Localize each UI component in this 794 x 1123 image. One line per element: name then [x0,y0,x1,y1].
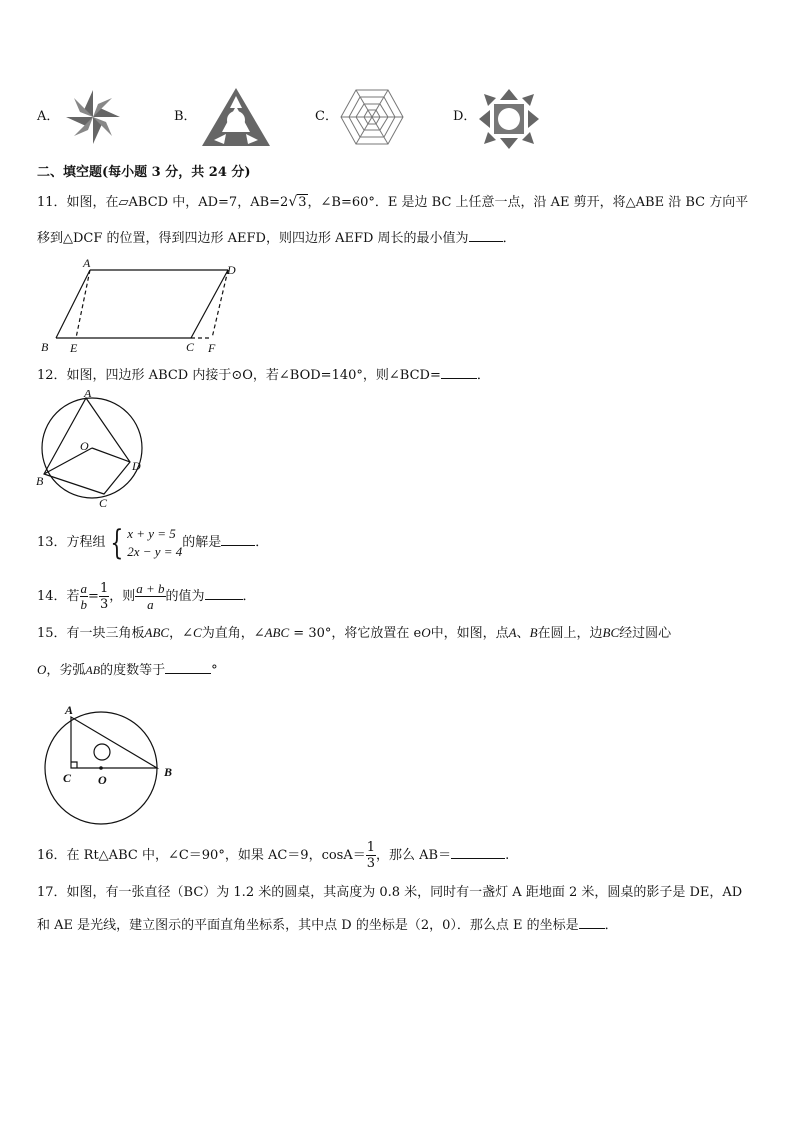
q11-text-c: 移到△DCF 的位置，得到四边形 AEFD，则四边形 AEFD 周长的最小值为 [37,231,469,246]
q16-suffix: ，那么 AB＝ [376,848,452,863]
q16-frac: $\frac{1}{3}$ [366,840,376,871]
q11-line1 [37,193,748,212]
q15-line2: O，劣弧AB的度数等于 ° [37,662,218,678]
q13-eq2: 2x − y = 4 [127,543,183,559]
q12-label-d: D [132,459,141,473]
q17-answer-blank[interactable] [579,915,605,929]
q11-label-b: B [41,340,49,354]
q14-mid: ，则 [109,589,136,604]
q15-answer-blank[interactable] [165,660,211,674]
q14-line [37,578,256,616]
q17-text: 和 AE 是光线，建立图示的平面直角坐标系，其中点 D 的坐标是（2，0）．那么点 E 的坐标是 [37,918,579,933]
q15-label-a: A [65,703,74,717]
q11-text-a: 11．如图，在▱ABCD 中，AD=7，AB=2 [37,195,289,210]
q14-suffix: 的值为 [165,589,205,604]
q14-answer-blank[interactable] [205,586,243,600]
q13-suffix: 的解是 [182,535,222,550]
q12-text: 12．如图，四边形 ABCD 内接于⊙O，若∠BOD=140°，则∠BCD= [37,368,441,383]
q11-end: ． [502,231,516,246]
q12-figure [34,390,154,512]
q12-end: ． [476,368,490,383]
q15-figure [38,700,188,840]
q13-brace: { [109,522,123,563]
q14-frac-apb: $\frac{a + b}{a}$ [136,581,165,612]
q13-answer-blank[interactable] [221,532,255,546]
q14-frac-13: $\frac{1}{3}$ [99,581,109,612]
q11-label-f: F [208,341,216,355]
q13-system [127,525,182,561]
q16-answer-blank[interactable] [451,845,505,859]
q15-label-c: C [63,771,72,785]
pinwheel-icon [64,88,122,146]
q12-label-o: O [80,439,89,453]
q14-prefix: 14．若 [37,589,80,604]
q17-end: ． [604,918,618,933]
q11-text-b: ，∠B=60°．E 是边 BC 上任意一点，沿 AE 剪开，将△ABE 沿 BC 方向平 [307,195,749,210]
q12-answer-blank[interactable] [441,365,477,379]
q13-end: ． [255,535,269,550]
q15-line1: 15．有一块三角板ABC，∠C为直角，∠ABC = 30°，将它放置在 eO中，如图，点A、B在圆上，边BC经过圆心 [37,625,672,641]
q17-line2 [37,915,618,935]
option-c-label: C． [315,109,338,124]
q14-frac-ab: $\frac{a}{b}$ [80,581,88,612]
section-title: 二、填空题(每小题 3 分，共 24 分) [37,165,251,180]
triangle-icon [200,86,272,148]
q16-prefix: 16．在 Rt△ABC 中，∠C＝90°，如果 AC＝9，cosA＝ [37,848,366,863]
q15-arc-ab: AB [85,663,101,677]
q13-prefix: 13．方程组 [37,535,106,550]
option-a-label: A． [37,109,60,124]
q16-line [37,836,509,876]
q13-line [37,521,268,565]
q15-end: ° [211,663,218,678]
q14-eq: = [88,589,99,604]
q11-label-a: A [83,258,91,270]
q12-label-c: C [99,496,108,510]
q17-line1: 17．如图，有一张直径（BC）为 1.2 米的圆桌，其高度为 0.8 米，同时有一盏灯 A 距地面 2 米，圆桌的影子是 DE，AD [37,885,743,900]
q11-sqrt: √3 [288,194,307,210]
square-star-icon [478,88,540,150]
option-d-label: D． [453,109,477,124]
q11-label-e: E [70,341,78,355]
q15-label-o: O [98,773,107,787]
q11-label-d: D [227,263,236,277]
q12-label-a: A [84,390,92,400]
q15-label-b: B [164,765,173,779]
hexagon-icon [340,88,404,146]
q12-line [37,365,490,385]
q11-figure [36,258,256,356]
q16-end: . [505,848,510,863]
q11-line2 [37,228,516,248]
q11-answer-blank[interactable] [469,228,503,242]
q13-eq1: x + y = 5 [127,525,176,541]
q14-end: ． [242,589,256,604]
q12-label-b: B [36,474,44,488]
option-b-label: B． [174,109,197,124]
q11-label-c: C [186,340,195,354]
